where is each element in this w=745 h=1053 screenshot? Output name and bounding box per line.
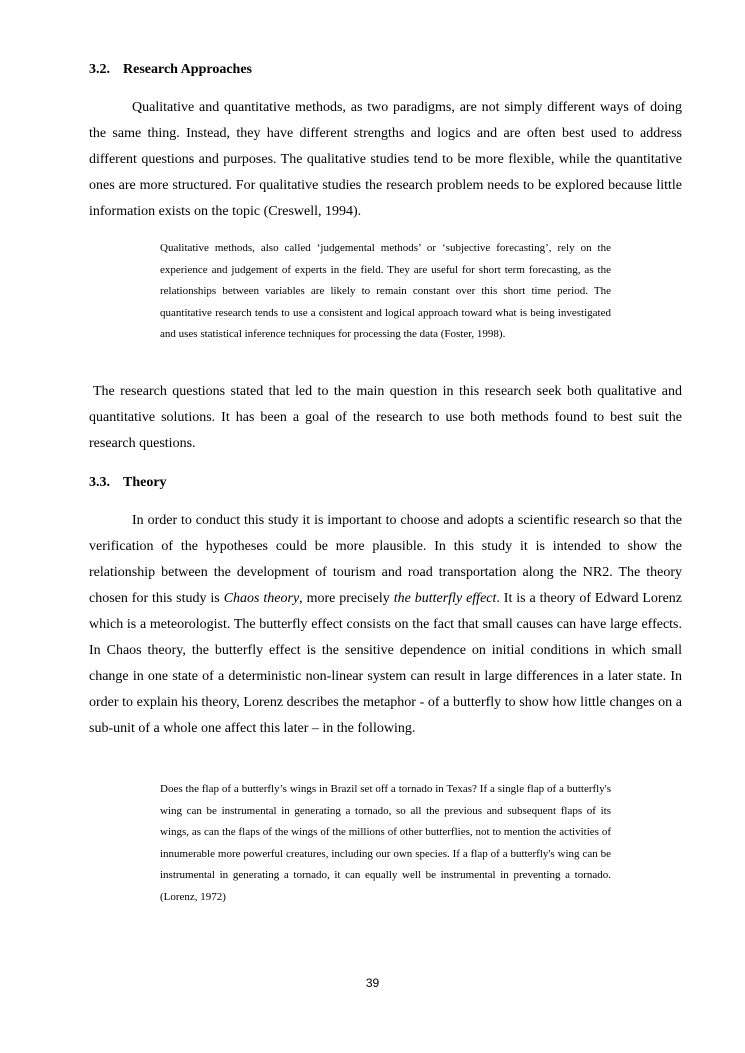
chaos-theory-term: Chaos theory [223,591,300,606]
theory-text-part-b: , more precisely [299,591,394,606]
section-number: 3.3. [89,475,110,490]
research-approaches-paragraph-1: Qualitative and quantitative methods, as two paradigms, are not simply different ways of doing the same thing. Instead, they have different strengths and logics and are often best used to address different questions and purposes. The qualitative studies tend to be more flexible, while the quantitative ones are more structured. For qualitative studies the research problem needs to be explored because little information exists on the topic (Creswell, 1994). [89,100,682,219]
butterfly-effect-term: the butterfly effect [393,591,497,606]
theory-text-part-c: . It is a theory of Edward Lorenz which is a meteorologist. The butterfly effect consists on the fact that small causes can have large effects. In Chaos theory, the butterfly effect is the sensitive dependence on initial conditions in which small change in one state of a deterministic non-linear system can result in large differences in a later state. In order to explain his theory, Lorenz describes the metaphor - of a butterfly to show how little changes on a sub-unit of a whole one affect this later – in the following. [89,591,682,736]
page-number: 39 [365,976,380,990]
theory-paragraph-1 [89,508,682,742]
section-number: 3.2. [89,62,110,77]
section-heading-theory [89,473,167,493]
research-approaches-paragraph-2: The research questions stated that led to the main question in this research seek both qualitative and quantitative solutions. It has been a goal of the research to use both methods found to best suit the research questions. [89,384,682,451]
section-heading-research-approaches [89,60,252,80]
section-title: Theory [123,475,167,490]
section-title: Research Approaches [123,62,252,77]
theory-text-part-a: In order to conduct this study it is important to choose and adopts a scientific research so that the verification of the hypotheses could be more plausible. In this study it is intended to show the relationship between the development of tourism and road transportation along the NR2. The theory chosen for this study is [89,513,682,606]
lorenz-block-quote: Does the flap of a butterfly’s wings in Brazil set off a tornado in Texas? If a single flap of a butterfly's wing can be instrumental in generating a tornado, so all the previous and subsequent flaps of its wings, as can the flaps of the wings of the millions of other butterflies, not to mention the activities of innumerable more powerful creatures, including our own species. If a flap of a butterfly's wing can be instrumental in generating a tornado, it can equally well be instrumental in preventing a tornado. (Lorenz, 1972) [160,783,611,903]
foster-block-quote: Qualitative methods, also called ‘judgemental methods’ or ‘subjective forecasting’, rely on the experience and judgement of experts in the field. They are useful for short term forecasting, as the relationships between variables are likely to remain constant over this short time period. The quantitative research tends to use a consistent and logical approach toward what is being investigated and uses statistical inference techniques for processing the data (Foster, 1998). [160,242,611,340]
